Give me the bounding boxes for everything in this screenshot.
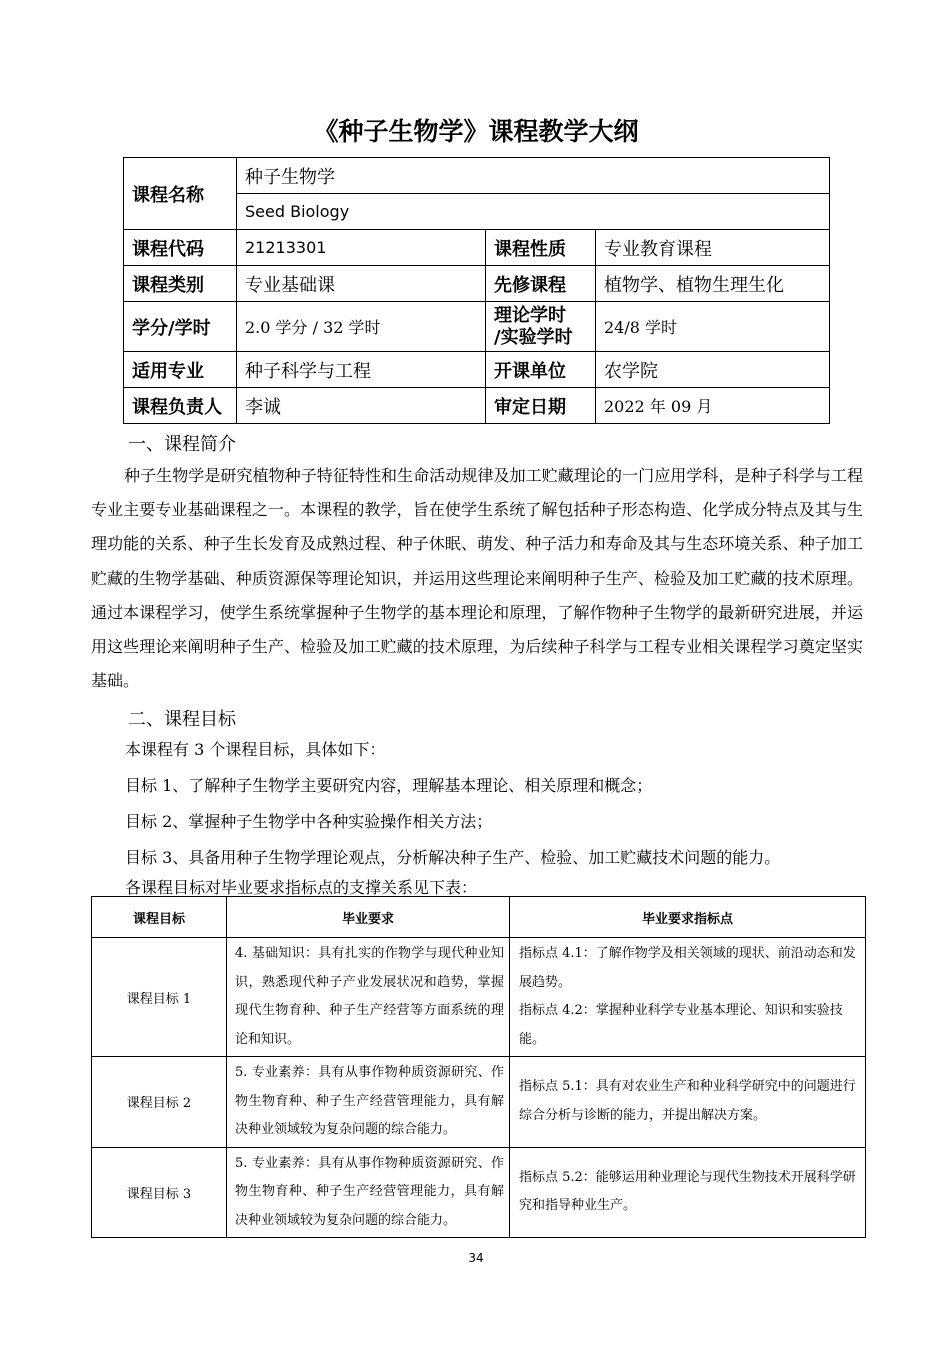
row-goal: 课程目标 2 [92,1057,227,1148]
dept-label: 开课单位 [486,352,596,388]
prereq-label: 先修课程 [486,266,596,302]
theory-label-line1: 理论学时 [494,304,566,326]
credit-label: 学分/学时 [124,302,237,352]
row-requirement: 5. 专业素养：具有从事作物种质资源研究、作物生物育种、种子生产经营管理能力，具有解决种业领域较为复杂问题的综合能力。 [227,1147,510,1238]
row-indicators [510,1147,866,1238]
table-row [92,1147,866,1238]
indicator: 指标点 5.2：能够运用种业理论与现代生物技术开展科学研究和指导种业生产。 [519,1169,856,1214]
section1-heading: 一、课程简介 [128,434,236,455]
indicator: 指标点 4.2：掌握种业科学专业基本理论、知识和实验技能。 [519,1003,843,1047]
row-requirement: 4. 基础知识：具有扎实的作物学与现代种业知识，熟悉现代种子产业发展状况和趋势，掌握现代生物育种、种子生产经营等方面系统的理论和知识。 [227,938,510,1057]
course-code: 21213301 [237,230,486,266]
header-indicator: 毕业要求指标点 [510,897,866,938]
course-nature-label: 课程性质 [486,230,596,266]
leader: 李诚 [237,388,486,424]
indicator: 指标点 4.1：了解作物学及相关领域的现状、前沿动态和发展趋势。 [519,946,856,990]
header-course-goal: 课程目标 [92,897,227,938]
indicator: 指标点 5.1：具有对农业生产和种业科学研究中的问题进行综合分析与诊断的能力，并提出解决方案。 [519,1079,856,1123]
course-info-table [123,157,830,424]
goal-2: 目标 2、掌握种子生物学中各种实验操作相关方法； [125,812,493,831]
page-number: 34 [468,1251,484,1265]
row-requirement: 5. 专业素养：具有从事作物种质资源研究、作物生物育种、种子生产经营管理能力，具有解决种业领域较为复杂问题的综合能力。 [227,1057,510,1148]
course-name-cn: 种子生物学 [237,158,830,194]
course-code-label: 课程代码 [124,230,237,266]
goal-1: 目标 1、了解种子生物学主要研究内容，理解基本理论、相关原理和概念； [125,776,653,795]
goal-support-table [91,896,866,1238]
goals-intro: 本课程有 3 个课程目标，具体如下： [125,740,386,759]
credit: 2.0 学分 / 32 学时 [237,302,486,352]
row-goal: 课程目标 1 [92,938,227,1057]
course-name-en: Seed Biology [237,194,830,230]
date-label: 审定日期 [486,388,596,424]
row-indicators [510,1057,866,1148]
course-type: 专业基础课 [237,266,486,302]
header-requirement: 毕业要求 [227,897,510,938]
table-row [92,1057,866,1148]
prereq: 植物学、植物生理生化 [596,266,830,302]
row-indicators [510,938,866,1057]
section1-body: 种子生物学是研究植物种子特征特性和生命活动规律及加工贮藏理论的一门应用学科，是种子科学与工程专业主要专业基础课程之一。本课程的教学，旨在使学生系统了解包括种子形态构造、化学成分特点及其与生理功能的关系、种子生长发育及成熟过程、种子休眠、萌发、种子活力和寿命及其与生态环境关系、种子加工贮藏的生物学基础、种质资源保等理论知识，并运用这些理论来阐明种子生产、检验及加工贮藏的技术原理。通过本课程学习，使学生系统掌握种子生物学的基本理论和原理，了解作物种子生物学的最新研究进展，并运用这些理论来阐明种子生产、检验及加工贮藏的技术原理，为后续种子科学与工程专业相关课程学习奠定坚实基础。 [91,466,863,691]
table-caption: 各课程目标对毕业要求指标点的支撑关系见下表： [125,878,478,897]
theory-label-line2: /实验学时 [494,326,573,348]
goal-3: 目标 3、具备用种子生物学理论观点，分析解决种子生产、检验、加工贮藏技术问题的能力。 [125,848,781,867]
course-type-label: 课程类别 [124,266,237,302]
theory-hours: 24/8 学时 [596,302,830,352]
table-row [92,938,866,1057]
major: 种子科学与工程 [237,352,486,388]
theory-label [486,302,596,352]
course-nature: 专业教育课程 [596,230,830,266]
leader-label: 课程负责人 [124,388,237,424]
row-goal: 课程目标 3 [92,1147,227,1238]
review-date: 2022 年 09 月 [596,388,830,424]
document-title: 《种子生物学》课程教学大纲 [313,117,639,146]
dept: 农学院 [596,352,830,388]
section2-heading: 二、课程目标 [128,709,236,730]
course-name-label: 课程名称 [124,158,237,230]
major-label: 适用专业 [124,352,237,388]
